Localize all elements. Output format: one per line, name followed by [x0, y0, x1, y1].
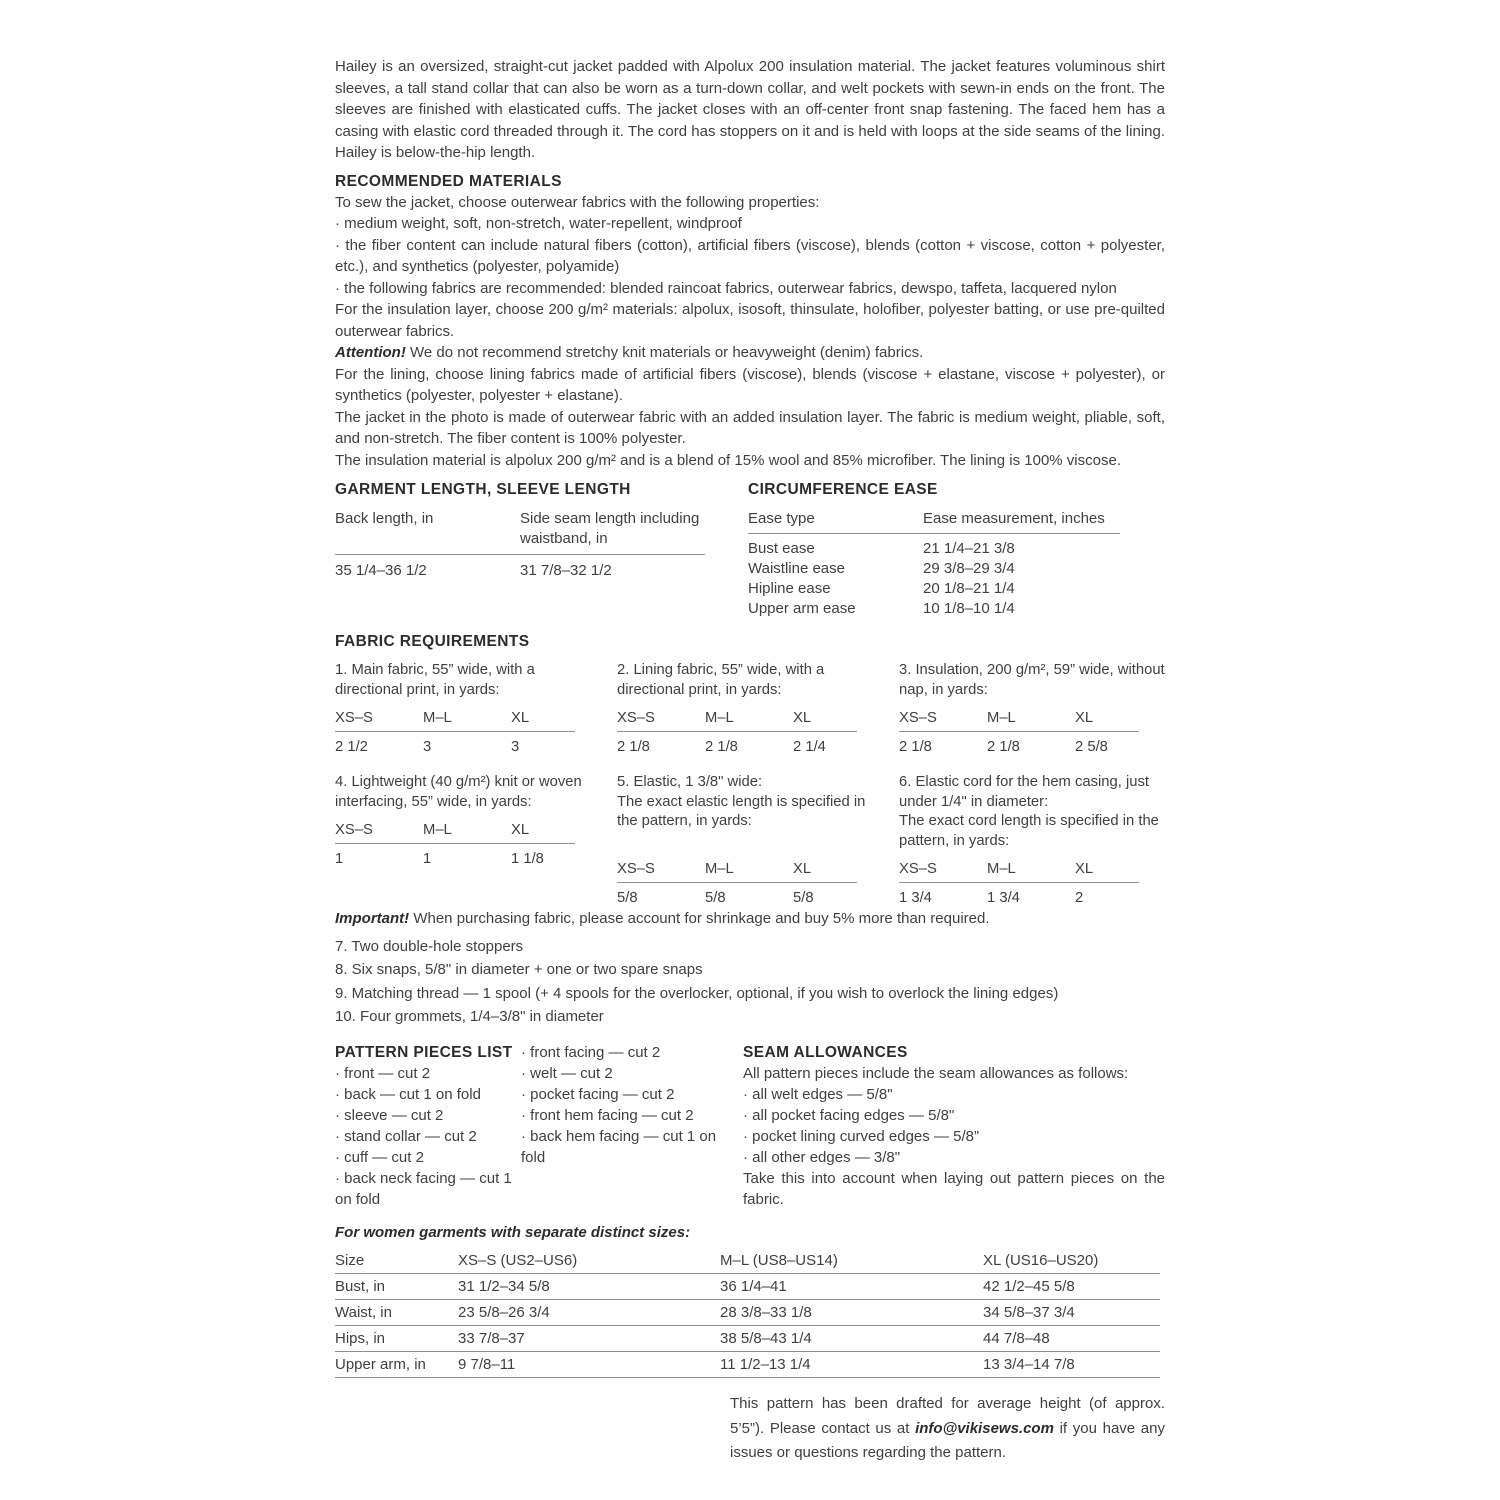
seam-item: · pocket lining curved edges — 5/8” [743, 1127, 979, 1145]
piece-item: · sleeve — cut 2 [335, 1106, 444, 1124]
footer-text-pre: This pattern has been drafted for average height (of approx. 5’5”). Please contact us at [730, 1395, 1165, 1437]
size-chart-header-cell: Size [335, 1248, 458, 1274]
size-header-cell: XS–S [335, 822, 373, 838]
pattern-pieces-heading: PATTERN PIECES LIST [335, 1043, 513, 1061]
fabric-item-text [617, 661, 883, 700]
fabric-item-text [335, 773, 601, 812]
seam-intro: All pattern pieces include the seam allowances as follows: [743, 1064, 1129, 1082]
piece-item: · back hem facing — cut 1 on fold [521, 1127, 717, 1166]
piece-item: · cuff — cut 2 [335, 1148, 424, 1166]
fabric-item-subtitle: The exact elastic length is specified in the pattern, in yards: [617, 793, 866, 829]
fabric-item [335, 773, 601, 908]
notions-list [335, 936, 1165, 1028]
size-value-cell: 2 1/8 [617, 739, 650, 755]
ease-table [748, 509, 1120, 619]
seam-allowances-section [743, 1042, 1165, 1210]
table-row [335, 1274, 1160, 1300]
fabric-item [335, 661, 601, 757]
fabric-size-table [617, 709, 857, 757]
column-header: Back length, in [335, 510, 434, 527]
fabric-size-value-row [335, 732, 575, 757]
fabric-item [617, 661, 883, 757]
fabric-item-title: 5. Elastic, 1 3/8" wide: [617, 774, 763, 790]
size-header-cell: M–L [987, 861, 1016, 877]
piece-item: · back neck facing — cut 1 on fold [335, 1169, 512, 1208]
garment-length-header-row [335, 509, 705, 555]
size-chart-cell: 38 5/8–43 1/4 [720, 1326, 983, 1352]
fabric-item [617, 773, 883, 908]
size-header-cell: M–L [423, 710, 452, 726]
size-value-cell: 2 5/8 [1075, 739, 1108, 755]
piece-item: · front hem facing — cut 2 [521, 1106, 694, 1124]
fabric-size-header-row [335, 821, 575, 844]
size-chart-cell: 9 7/8–11 [458, 1352, 720, 1378]
ease-value-cell: 29 3/8–29 3/4 [923, 560, 1015, 577]
ease-type-cell: Bust ease [748, 540, 815, 557]
fabric-size-value-row [617, 883, 857, 908]
ease-row [748, 539, 1120, 559]
table-row [335, 1300, 1160, 1326]
piece-item: · back — cut 1 on fold [335, 1085, 481, 1103]
size-value-cell: 2 1/8 [987, 739, 1020, 755]
size-value-cell: 5/8 [705, 890, 726, 906]
garment-length-table [335, 509, 705, 581]
important-note [335, 908, 1165, 930]
table-row [335, 1352, 1160, 1378]
important-label: Important! [335, 910, 410, 927]
size-value-cell: 5/8 [793, 890, 814, 906]
fabric-size-header-row [617, 860, 857, 883]
size-chart-cell: 44 7/8–48 [983, 1326, 1160, 1352]
size-chart-cell: Bust, in [335, 1274, 458, 1300]
piece-item: · front — cut 2 [335, 1064, 431, 1082]
materials-bullet: · medium weight, soft, non-stretch, water-repellent, windproof [335, 215, 742, 232]
size-value-cell: 2 1/8 [705, 739, 738, 755]
size-value-cell: 1 [335, 851, 344, 867]
fabric-item-title: 4. Lightweight (40 g/m²) knit or woven interfacing, 55” wide, in yards: [335, 774, 582, 810]
fabric-size-value-row [899, 883, 1139, 908]
size-chart-cell: Upper arm, in [335, 1352, 458, 1378]
page [335, 0, 1165, 1481]
size-chart-note: For women garments with separate distinct sizes: [335, 1223, 691, 1241]
size-header-cell: XL [1075, 861, 1094, 877]
seam-item: · all welt edges — 5/8" [743, 1085, 893, 1103]
fabric-size-value-row [335, 844, 575, 869]
size-chart-header-cell: M–L (US8–US14) [720, 1248, 983, 1274]
fabric-size-header-row [899, 709, 1139, 732]
size-value-cell: 1 1/8 [511, 851, 544, 867]
size-header-cell: XL [793, 861, 812, 877]
size-header-cell: XL [793, 710, 812, 726]
size-chart-cell: 13 3/4–14 7/8 [983, 1352, 1160, 1378]
size-header-cell: XS–S [899, 710, 937, 726]
garment-length-section [335, 479, 705, 619]
column-header: Side seam length including waistband, in [520, 510, 700, 547]
size-header-cell: XS–S [335, 710, 373, 726]
materials-paragraph: To sew the jacket, choose outerwear fabrics with the following properties: [335, 193, 820, 211]
fabric-item-title: 1. Main fabric, 55” wide, with a directional print, in yards: [335, 662, 535, 698]
fabric-size-table [899, 709, 1139, 757]
size-chart-cell: Hips, in [335, 1326, 458, 1352]
size-header-cell: XS–S [617, 861, 655, 877]
fabric-item-text [617, 773, 883, 851]
value-cell: 35 1/4–36 1/2 [335, 562, 427, 579]
recommended-materials-heading: RECOMMENDED MATERIALS [335, 172, 562, 190]
pattern-pieces-column-1 [335, 1042, 521, 1210]
size-chart-cell: 23 5/8–26 3/4 [458, 1300, 720, 1326]
size-chart-header-row [335, 1248, 1160, 1274]
size-value-cell: 2 1/4 [793, 739, 826, 755]
footer-text-post: if you have any issues or questions regarding the pattern. [730, 1419, 1165, 1461]
fabric-item [899, 661, 1165, 757]
pattern-pieces-column-2 [521, 1042, 743, 1210]
footer-note [730, 1392, 1165, 1466]
size-header-cell: XS–S [617, 710, 655, 726]
materials-bullet: · the fiber content can include natural fibers (cotton), artificial fibers (viscose), blends (cotton + viscose, cotton + polyester, etc.), and synthetics (polyester, polyamide) [335, 236, 1165, 275]
size-value-cell: 1 [423, 851, 432, 867]
fabric-size-value-row [617, 732, 857, 757]
fabric-size-header-row [617, 709, 857, 732]
ease-value-cell: 20 1/8–21 1/4 [923, 580, 1015, 597]
size-value-cell: 2 1/2 [335, 739, 368, 755]
size-value-cell: 1 3/4 [899, 890, 932, 906]
seam-item: · all other edges — 3/8" [743, 1148, 901, 1166]
size-value-cell: 3 [423, 739, 432, 755]
ease-header-row [748, 509, 1120, 534]
ease-table-body [748, 534, 1120, 619]
notion-item: 10. Four grommets, 1/4–3/8" in diameter [335, 1008, 604, 1025]
fabric-size-value-row [899, 732, 1139, 757]
fabric-item-title: 3. Insulation, 200 g/m², 59” wide, without nap, in yards: [899, 662, 1165, 698]
piece-item: · welt — cut 2 [521, 1064, 613, 1082]
size-value-cell: 5/8 [617, 890, 638, 906]
attention-text: We do not recommend stretchy knit materials or heavyweight (denim) fabrics. [405, 344, 924, 361]
ease-row [748, 579, 1120, 599]
materials-paragraph: The jacket in the photo is made of outerwear fabric with an added insulation layer. The fabric is medium weight, pliable, soft, and non-stretch. The fiber content is 100% polyester. [335, 408, 1165, 447]
ease-type-cell: Hipline ease [748, 580, 831, 597]
garment-length-value-row [335, 555, 705, 581]
ease-row [748, 599, 1120, 619]
seam-outro: Take this into account when laying out pattern pieces on the fabric. [743, 1169, 1165, 1208]
materials-paragraph: For the lining, choose lining fabrics made of artificial fibers (viscose), blends (viscose + elastane, viscose + polyester), or synthetics (polyester, polyester + elastane). [335, 365, 1165, 404]
contact-email: info@vikisews.com [915, 1419, 1054, 1437]
attention-label: Attention! [335, 344, 406, 361]
fabric-requirements-heading: FABRIC REQUIREMENTS [335, 633, 530, 650]
ease-value-cell: 21 1/4–21 3/8 [923, 540, 1015, 557]
size-header-cell: XS–S [899, 861, 937, 877]
size-chart-cell: 42 1/2–45 5/8 [983, 1274, 1160, 1300]
value-cell: 31 7/8–32 1/2 [520, 562, 612, 579]
garment-length-heading: GARMENT LENGTH, SLEEVE LENGTH [335, 481, 631, 498]
size-chart-cell: 11 1/2–13 1/4 [720, 1352, 983, 1378]
fabric-size-table [335, 709, 575, 757]
ease-row [748, 559, 1120, 579]
ease-type-cell: Waistline ease [748, 560, 845, 577]
size-header-cell: M–L [423, 822, 452, 838]
size-value-cell: 2 [1075, 890, 1084, 906]
notion-item: 8. Six snaps, 5/8" in diameter + one or two spare snaps [335, 961, 703, 978]
size-chart-cell: 28 3/8–33 1/8 [720, 1300, 983, 1326]
fabric-item-text [899, 773, 1165, 851]
size-header-cell: XL [511, 710, 530, 726]
measurements-section [335, 479, 1165, 619]
fabric-size-table [899, 860, 1139, 908]
circumference-ease-section [748, 479, 1120, 619]
materials-paragraph: For the insulation layer, choose 200 g/m² materials: alpolux, isosoft, thinsulate, holofiber, polyester batting, or use pre-quilted outerwear fabrics. [335, 301, 1165, 340]
size-chart-cell: 31 1/2–34 5/8 [458, 1274, 720, 1300]
materials-paragraph: The insulation material is alpolux 200 g/m² and is a blend of 15% wool and 85% microfiber. The lining is 100% viscose. [335, 451, 1121, 469]
fabric-size-table [617, 860, 857, 908]
important-text: When purchasing fabric, please account for shrinkage and buy 5% more than required. [409, 910, 990, 927]
piece-item: · front facing — cut 2 [521, 1043, 661, 1061]
fabric-item-text [899, 661, 1165, 700]
fabric-item-subtitle: The exact cord length is specified in the pattern, in yards: [899, 813, 1159, 849]
piece-item: · pocket facing — cut 2 [521, 1085, 675, 1103]
size-chart-header-cell: XL (US16–US20) [983, 1248, 1160, 1274]
size-chart-cell: Waist, in [335, 1300, 458, 1326]
fabric-item [899, 773, 1165, 908]
piece-item: · stand collar — cut 2 [335, 1127, 477, 1145]
notion-item: 9. Matching thread — 1 spool (+ 4 spools for the overlocker, optional, if you wish to overlock the lining edges) [335, 984, 1059, 1002]
ease-value-cell: 10 1/8–10 1/4 [923, 600, 1015, 617]
size-chart-cell: 36 1/4–41 [720, 1274, 983, 1300]
fabric-item-text [335, 661, 601, 700]
size-value-cell: 2 1/8 [899, 739, 932, 755]
size-header-cell: M–L [705, 710, 734, 726]
notion-item: 7. Two double-hole stoppers [335, 937, 524, 955]
size-value-cell: 3 [511, 739, 520, 755]
seam-allowances-heading: SEAM ALLOWANCES [743, 1043, 908, 1061]
column-header: Ease measurement, inches [923, 510, 1105, 527]
attention-note [335, 342, 1165, 364]
size-chart-cell: 33 7/8–37 [458, 1326, 720, 1352]
column-header: Ease type [748, 510, 815, 527]
fabric-requirements-grid [335, 661, 1165, 908]
size-header-cell: XL [1075, 710, 1094, 726]
pieces-seam-section [335, 1042, 1165, 1210]
size-value-cell: 1 3/4 [987, 890, 1020, 906]
size-header-cell: M–L [705, 861, 734, 877]
ease-type-cell: Upper arm ease [748, 600, 856, 617]
fabric-size-header-row [899, 860, 1139, 883]
circumference-ease-heading: CIRCUMFERENCE EASE [748, 481, 938, 498]
fabric-item-title: 2. Lining fabric, 55” wide, with a directional print, in yards: [617, 662, 825, 698]
size-chart-header-cell: XS–S (US2–US6) [458, 1248, 720, 1274]
fabric-size-table [335, 821, 575, 869]
size-chart-table [335, 1248, 1160, 1378]
materials-bullet: · the following fabrics are recommended: blended raincoat fabrics, outerwear fabrics, dewspo, taffeta, lacquered nylon [335, 279, 1117, 297]
size-chart-cell: 34 5/8–37 3/4 [983, 1300, 1160, 1326]
table-row [335, 1326, 1160, 1352]
fabric-item-title: 6. Elastic cord for the hem casing, just under 1/4" in diameter: [899, 774, 1150, 810]
seam-item: · all pocket facing edges — 5/8" [743, 1106, 955, 1124]
size-header-cell: XL [511, 822, 530, 838]
size-header-cell: M–L [987, 710, 1016, 726]
fabric-size-header-row [335, 709, 575, 732]
intro-paragraph: Hailey is an oversized, straight-cut jacket padded with Alpolux 200 insulation material. The jacket features voluminous shirt sleeves, a tall stand collar that can also be worn as a turn-down collar, and welt pockets with sewn-in ends on the front. The sleeves are finished with elasticated cuffs. The jacket closes with an off-center front snap fastening. The faced hem has a casing with elastic cord threaded through it. The cord has stoppers on it and is held with loops at the side seams of the lining. Hailey is below-the-hip length. [335, 58, 1165, 161]
